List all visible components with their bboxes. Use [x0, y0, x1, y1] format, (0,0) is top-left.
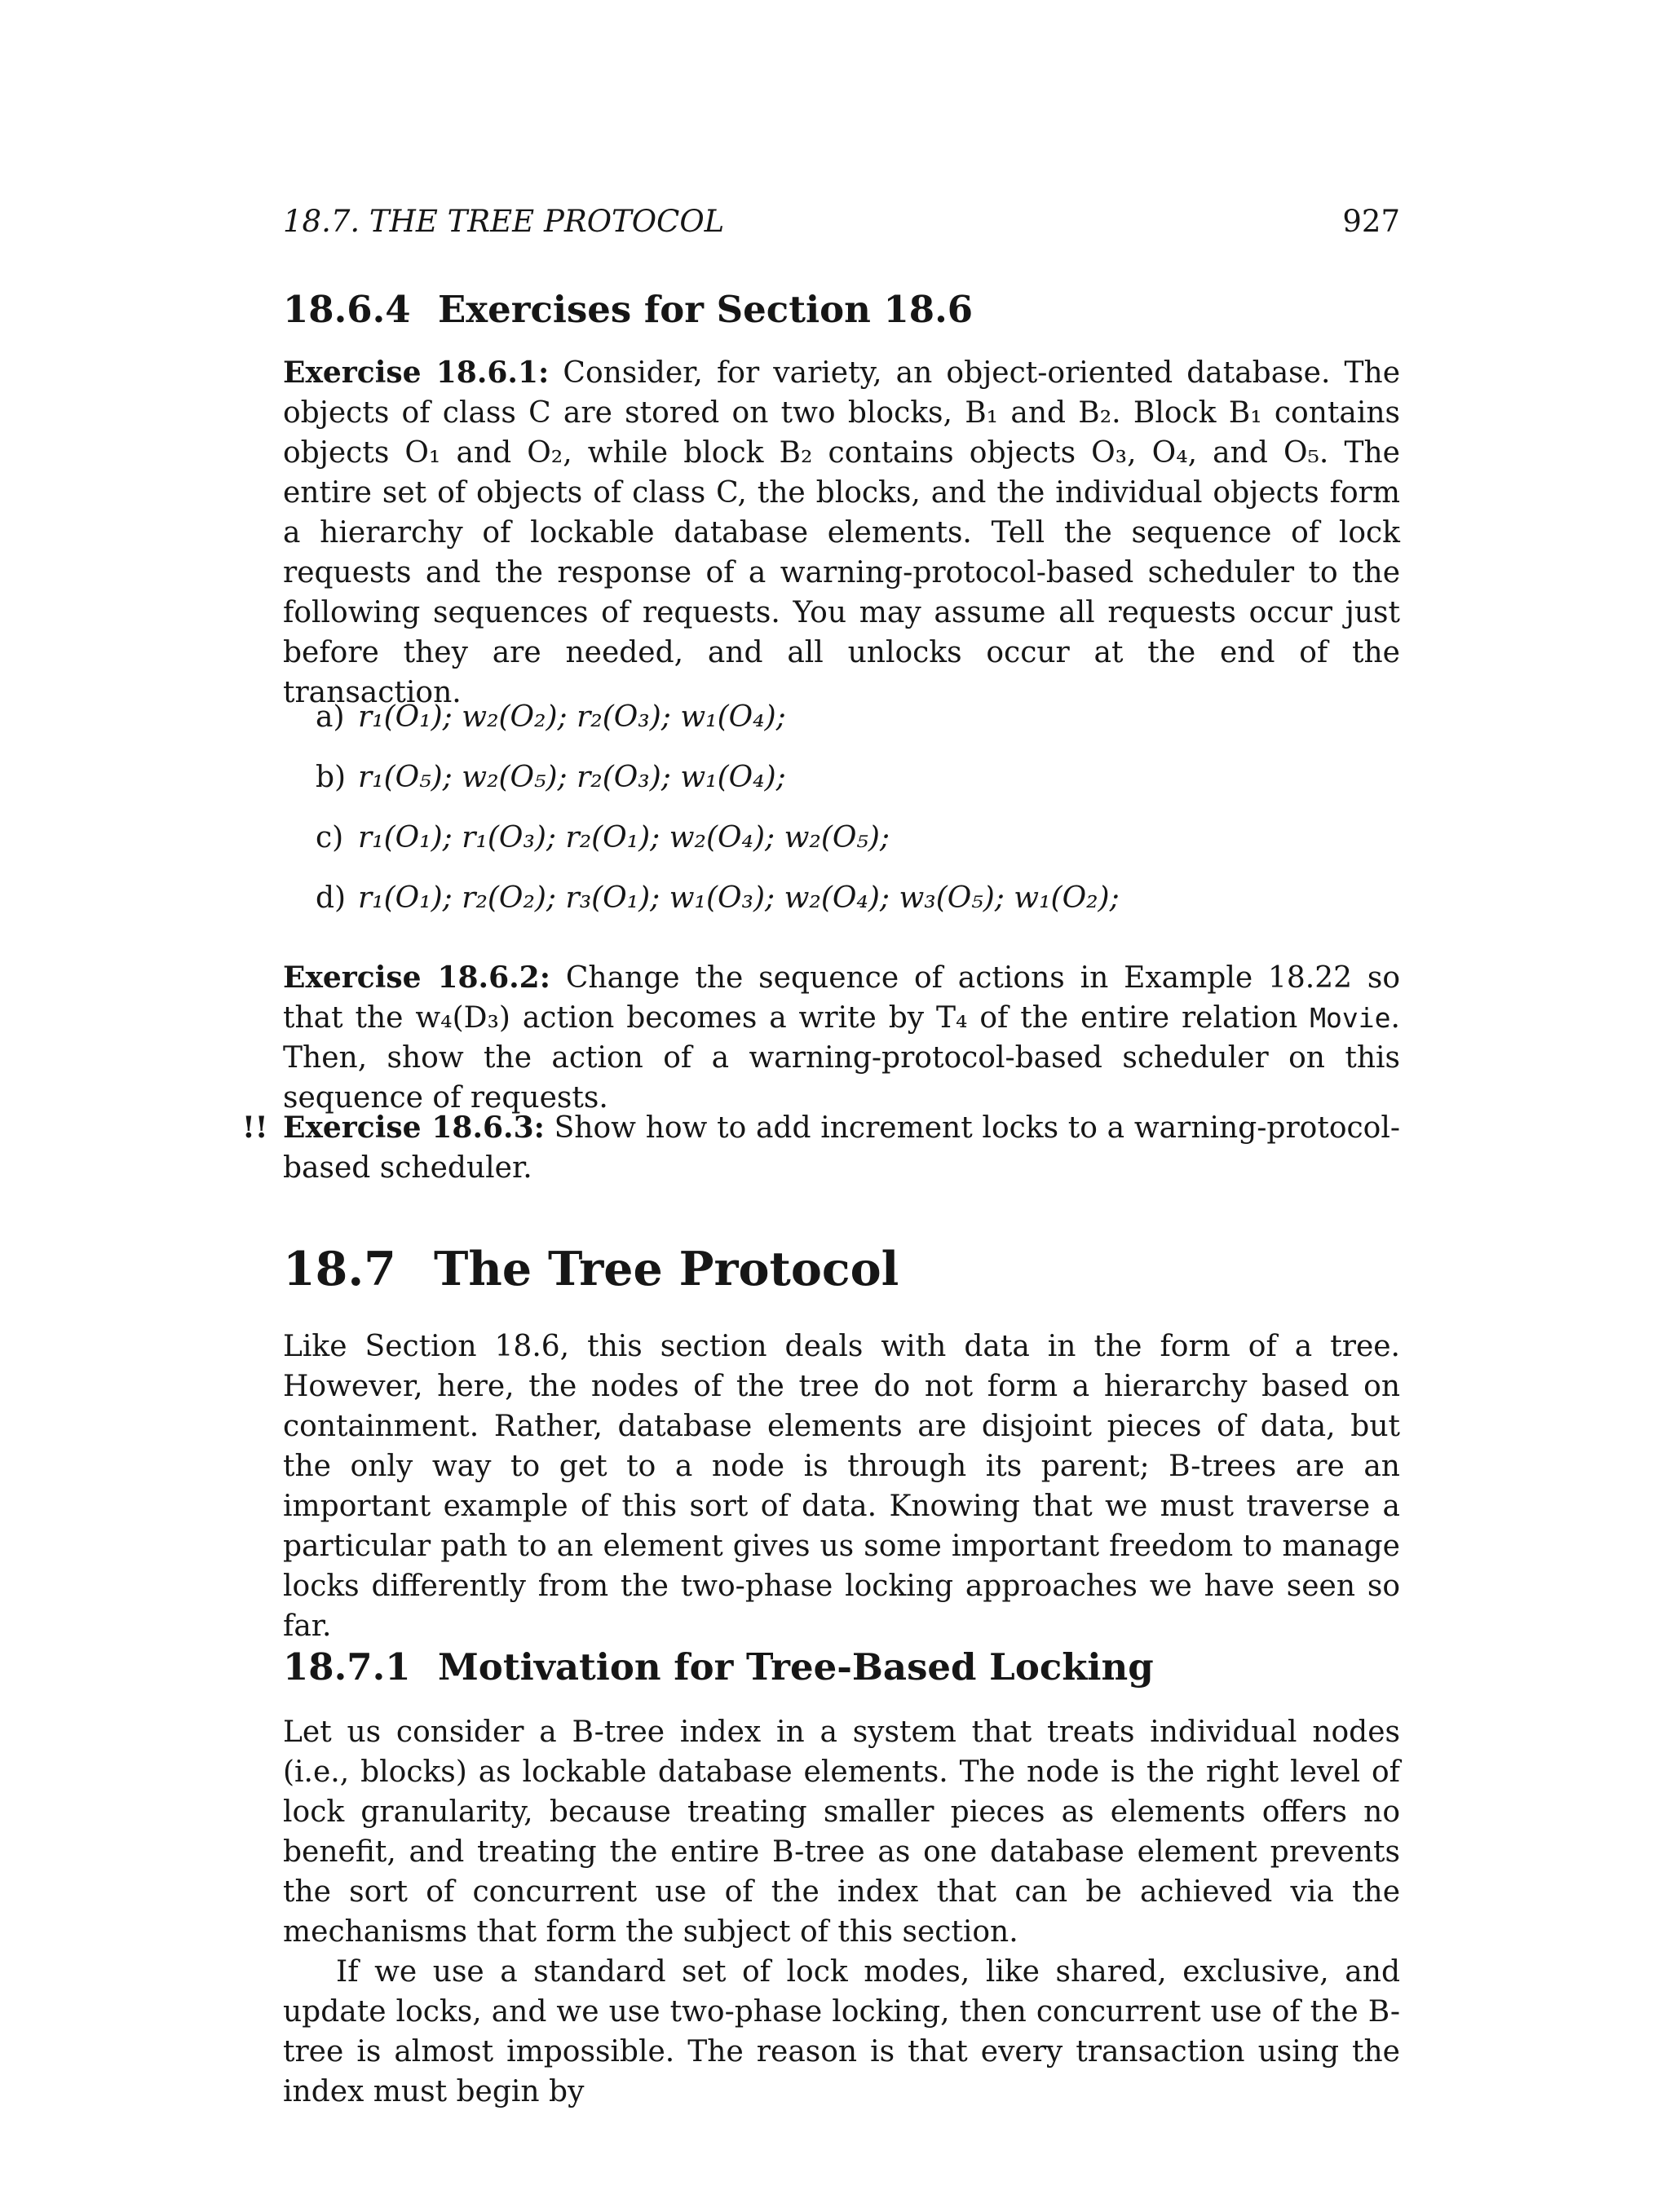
paragraph: Like Section 18.6, this section deals with data in the form of a tree. However, here, the nodes of the tree do not form a hierarchy based on containment. Rather, database elements are disjoint pieces of data, but the only way to get to a node is through its parent; B-trees are an important example of this sort of data. Knowing that we must traverse a particular path to an element gives us some important freedom to manage locks differently from the two-phase locking approaches we have seen so far.: [283, 1330, 1400, 1643]
subsection-number: 18.7.1: [283, 1645, 411, 1689]
item-sequence: r₁(O₁); r₁(O₃); r₂(O₁); w₂(O₄); w₂(O₅);: [358, 821, 890, 854]
item-sequence: r₁(O₁); w₂(O₂); r₂(O₃); w₁(O₄);: [358, 700, 786, 734]
subsection-number: 18.6.4: [283, 288, 411, 331]
section-intro-paragraph: [283, 1327, 1400, 1646]
section-number: 18.7: [283, 1242, 396, 1296]
subsection-title: Exercises for Section 18.6: [438, 288, 974, 331]
page-number: 927: [1342, 204, 1400, 239]
exercise-18-6-2: [283, 958, 1400, 1118]
relation-name: Movie: [1310, 1002, 1391, 1034]
item-label: b): [316, 761, 347, 794]
exercise-text: Show how to add increment locks to a warning-protocol-based scheduler.: [283, 1111, 1401, 1185]
exercise-label: Exercise 18.6.2:: [283, 960, 551, 995]
subsection-body: [283, 1712, 1400, 2112]
exercise-18-6-3: [283, 1108, 1400, 1188]
list-item: [283, 819, 1400, 858]
exercise-18-6-1: [283, 353, 1400, 713]
list-item: [283, 758, 1400, 797]
item-label: c): [316, 821, 344, 854]
exercise-18-6-1-items: [283, 698, 1400, 939]
section-title: The Tree Protocol: [434, 1242, 899, 1296]
subsection-heading-18-7-1: [283, 1645, 1400, 1690]
item-label: d): [316, 881, 347, 915]
item-sequence: r₁(O₁); r₂(O₂); r₃(O₁); w₁(O₃); w₂(O₄); w₃(O₅); w₁(O₂);: [358, 881, 1120, 915]
paragraph: If we use a standard set of lock modes, like shared, exclusive, and update locks, and we use two-phase locking, then concurrent use of the B-tree is almost impossible. The reason is that every transaction using the index must begin by: [283, 1955, 1400, 2108]
exercise-label: Exercise 18.6.3:: [283, 1110, 545, 1145]
item-label: a): [316, 700, 345, 734]
list-item: [283, 879, 1400, 918]
list-item: [283, 698, 1400, 737]
exercise-text: Consider, for variety, an object-oriented database. The objects of class C are stored on two blocks, B₁ and B₂. Block B₁ contains objects O₁ and O₂, while block B₂ contains objects O₃, O₄, and O₅. The entire set of objects of class C, the blocks, and the individual objects form a hierarchy of lockable database elements. Tell the sequence of lock requests and the response of a warning-protocol-based scheduler to the following sequences of requests. You may assume all requests occur just before they are needed, and all unlocks occur at the end of the transaction.: [283, 356, 1400, 709]
item-sequence: r₁(O₅); w₂(O₅); r₂(O₃); w₁(O₄);: [358, 761, 786, 794]
subsection-title: Motivation for Tree-Based Locking: [438, 1645, 1154, 1689]
running-header: [283, 202, 1400, 241]
section-heading-18-7: [283, 1241, 1400, 1298]
exercise-text-end: . Then, show the action of a warning-protocol-based scheduler on this sequence of requests.: [283, 1001, 1400, 1115]
running-title: 18.7. THE TREE PROTOCOL: [283, 204, 725, 239]
difficulty-marker: !!: [242, 1110, 268, 1145]
exercise-label: Exercise 18.6.1:: [283, 355, 550, 390]
paragraph: Let us consider a B-tree index in a system that treats individual nodes (i.e., blocks) as lockable database elements. The node is the right level of lock granularity, because treating smaller pieces as elements offers no benefit, and treating the entire B-tree as one database element prevents the sort of concurrent use of the index that can be achieved via the mechanisms that form the subject of this section.: [283, 1715, 1400, 1949]
subsection-heading-18-6-4: [283, 287, 1400, 333]
exercise-text: Change the sequence of actions in Example 18.22 so that the w₄(D₃) action becomes a write by T₄ of the entire relation: [283, 961, 1400, 1035]
